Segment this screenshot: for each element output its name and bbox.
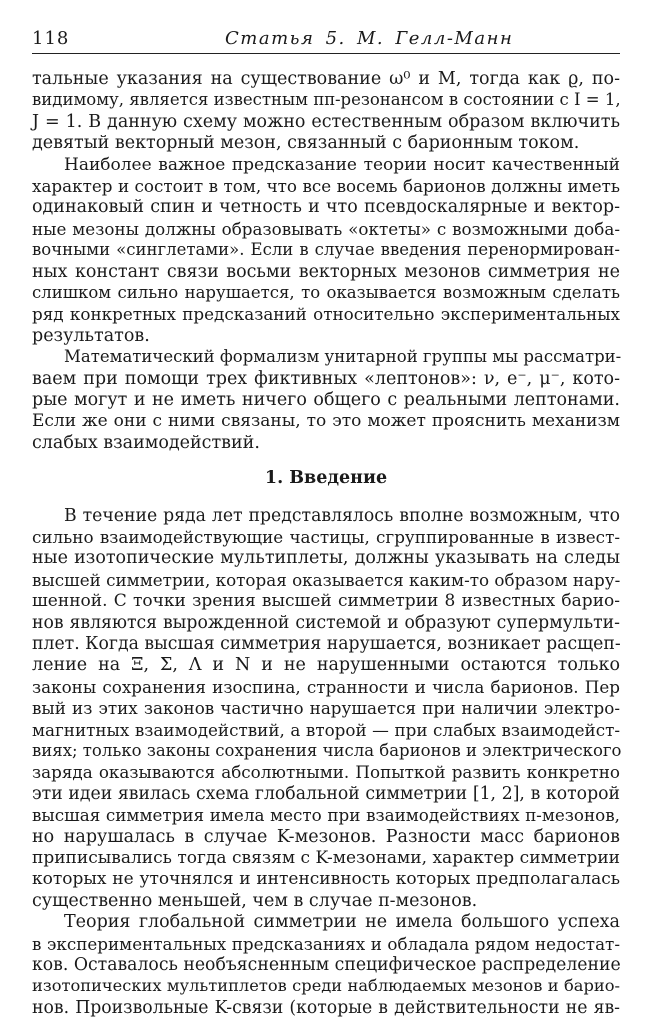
text-line: изотопических мультиплетов среди наблюдаемых мезонов и барио- — [32, 976, 620, 996]
section-heading: 1. Введение — [264, 468, 388, 489]
text-line: сильно взаимодействующие частицы, сгруппированные в извест- — [32, 527, 620, 547]
text-line: эти идеи явилась схема глобальной симметрии [1, 2], в которой — [32, 783, 620, 804]
text-line: заряда оказываются абсолютными. Попыткой развить конкретно — [32, 762, 620, 783]
text-line: ные мезоны должны образовывать «октеты» с возможными доба- — [32, 218, 620, 239]
text-line: Если же они с ними связаны, то это может прояснить механизм — [32, 411, 620, 432]
text-line: высшей симметрии, которая оказывается каким-то образом нару- — [32, 569, 621, 590]
text-line: но нарушалась в случае K-мезонов. Разности масс барионов — [32, 826, 620, 847]
text-line: магнитных взаимодействий, а второй — при слабых взаимодейст- — [32, 719, 620, 740]
text-line: законы сохранения изоспина, странности и числа барионов. Пер — [32, 676, 620, 697]
text-line: шенной. С точки зрения высшей симметрии 8 известных барио- — [32, 591, 620, 612]
text-line: ваем при помощи трех фиктивных «лептонов»: ν, e⁻, μ⁻, кото- — [32, 368, 620, 389]
text-line: вый из этих законов частично нарушается при наличии электро- — [32, 698, 620, 719]
text-line: девятый векторный мезон, связанный с барионным током. — [32, 133, 580, 154]
text-line: слишком сильно нарушается, то оказывается возможным сделать — [32, 283, 620, 302]
text-line: которых не уточнялся и интенсивность которых предполагалась — [32, 869, 620, 890]
text-line: в экспериментальных предсказаниях и обладала рядом недостат- — [32, 933, 620, 954]
text-line: ные изотопические мультиплеты, должны указывать на следы — [32, 548, 620, 569]
header-rule — [32, 53, 620, 54]
page-number: 118 — [32, 28, 70, 49]
text-line: В течение ряда лет представлялось вполне возможным, что — [64, 505, 620, 526]
text-line: тальные указания на существование ω⁰ и M, тогда как ϱ, по- — [32, 69, 620, 89]
text-line: рые могут и не иметь ничего общего с реальными лептонами. — [32, 390, 620, 410]
text-line: приписывались тогда связям с K-мезонами, характер симметрии — [32, 848, 620, 868]
text-line: нов являются вырожденной системой и образуют супермульти- — [32, 612, 620, 633]
text-line: высшая симметрия имела место при взаимодействиях π-мезонов, — [32, 805, 620, 826]
text-line: результатов. — [32, 325, 150, 346]
text-line: Наиболее важное предсказание теории носит качественный — [64, 154, 620, 175]
text-line: J = 1. В данную схему можно естественным образом включить — [32, 111, 620, 132]
text-line: слабых взаимодействий. — [32, 432, 260, 453]
text-line: характер и состоит в том, что все восемь барионов должны иметь — [32, 176, 620, 196]
text-line: ление на Ξ, Σ, Λ и N и не нарушенными остаются только — [32, 655, 620, 676]
text-line: плет. Когда высшая симметрия нарушается, возникает расщеп- — [32, 634, 621, 654]
text-line: ных констант связи восьми векторных мезонов симметрия не — [32, 261, 620, 282]
page-header — [32, 28, 620, 50]
text-line: ряд конкретных предсказаний относительно экспериментальных — [32, 304, 620, 325]
text-line: Математический формализм унитарной группы мы рассматри- — [64, 347, 622, 367]
text-line: нов. Произвольные K-связи (которые в действительности не яв- — [32, 997, 620, 1018]
text-line: одинаковый спин и четность и что псевдоскалярные и вектор- — [32, 197, 620, 218]
text-line: Теория глобальной симметрии не имела большого успеха — [64, 912, 620, 933]
text-line: ков. Оставалось необъясненным специфическое распределение — [32, 955, 621, 975]
text-line: существенно меньшей, чем в случае π-мезонов. — [32, 890, 478, 911]
text-line: видимому, является известным ππ-резонансом в состоянии с I = 1, — [32, 90, 621, 110]
text-line: виях; только законы сохранения числа барионов и электрического — [32, 741, 622, 760]
text-line: вочными «синглетами». Если в случае введения перенормирован- — [32, 240, 620, 260]
running-title: Статья 5. М. Гелл-Манн — [225, 28, 514, 49]
